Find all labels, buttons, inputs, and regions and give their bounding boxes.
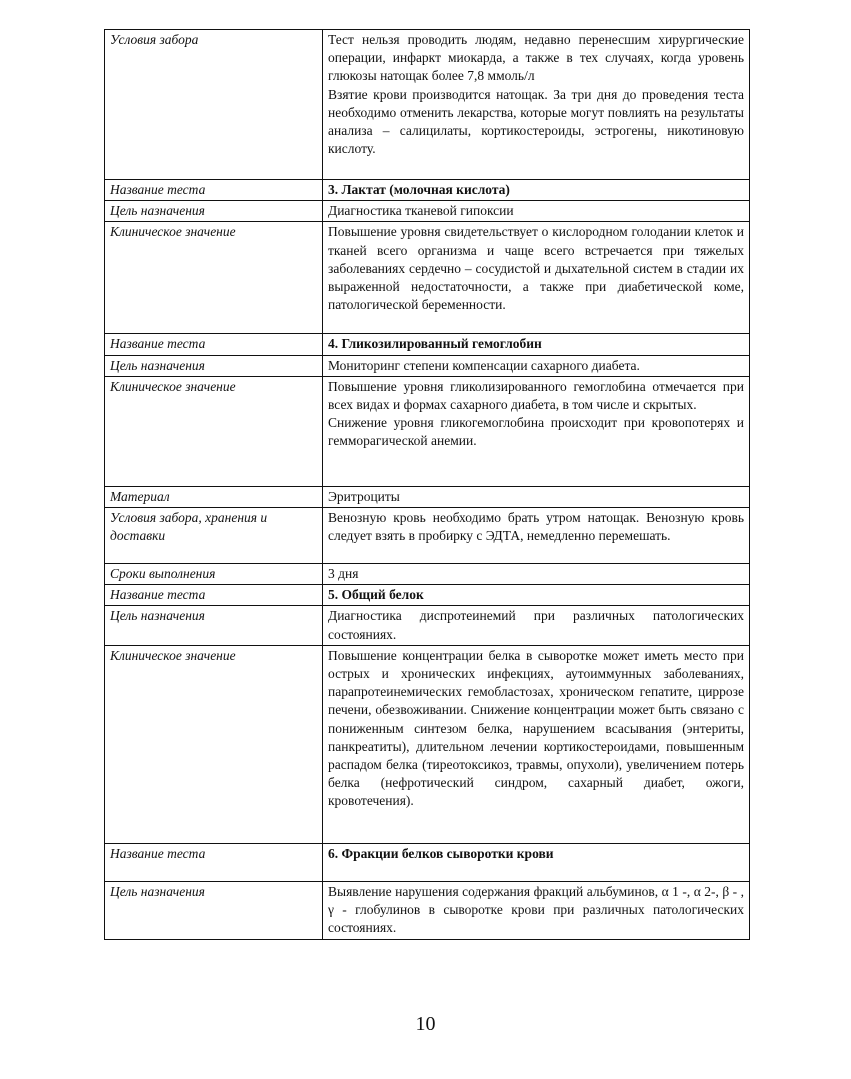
- table-row: [105, 881, 750, 939]
- table-row: [105, 30, 750, 180]
- test-info-table: [104, 29, 750, 940]
- row-value: [323, 30, 750, 180]
- table-row: [105, 355, 750, 376]
- table-row: [105, 585, 750, 606]
- row-label: Название теста: [105, 180, 323, 201]
- row-value: Повышение концентрации белка в сыворотке может иметь место при острых и хронических инфекциях, аутоиммунных заболеваниях, парапротеинемических гемобластозах, хроническом гепатите, циррозе печени, обезвоживании. Снижение концентрации может быть связано с пониженным синтезом белка, нарушением всасывания (энтериты, панкреатиты), длительном лечении кортикостероидами, повышенным распадом белка (тиреотоксикоз, травмы, опухоли), увеличением потерь белка (нефротический синдром, сахарный диабет, ожоги, кровотечения).: [323, 645, 750, 843]
- test-title: [323, 180, 750, 201]
- row-label: Клиническое значение: [105, 222, 323, 334]
- row-label: Название теста: [105, 334, 323, 355]
- test-title-text: 5. Общий белок: [328, 587, 424, 603]
- table-row: [105, 606, 750, 645]
- table-row: [105, 334, 750, 355]
- row-label: Название теста: [105, 843, 323, 881]
- row-value: Эритроциты: [323, 486, 750, 507]
- table-row: [105, 508, 750, 564]
- test-title: [323, 334, 750, 355]
- table-row: [105, 645, 750, 843]
- paragraph: Тест нельзя проводить людям, недавно перенесшим хирургические операции, инфаркт миокарда, а также в тех случаях, когда уровень глюкозы натощак более 7,8 ммоль/л: [328, 32, 744, 84]
- test-title: [323, 585, 750, 606]
- row-label: Сроки выполнения: [105, 564, 323, 585]
- row-label: Цель назначения: [105, 201, 323, 222]
- row-value: Венозную кровь необходимо брать утром натощак. Венозную кровь следует взять в пробирку с ЭДТА, немедленно перемешать.: [323, 508, 750, 564]
- paragraph: Взятие крови производится натощак. За три дня до проведения теста необходимо отменить лекарства, которые могут повлиять на результаты анализа – салицилаты, кортикостероиды, эстрогены, никотиновую кислоту.: [328, 86, 744, 157]
- table-row: [105, 486, 750, 507]
- row-label: Материал: [105, 486, 323, 507]
- row-value: [323, 376, 750, 486]
- row-label: Клиническое значение: [105, 645, 323, 843]
- paragraph: Повышение уровня гликолизированного гемоглобина отмечается при всех видах и формах сахарного диабета, в том числе и скрытых.: [328, 378, 744, 413]
- row-value: Диагностика диспротеинемий при различных патологических состояниях.: [323, 606, 750, 645]
- row-value: Выявление нарушения содержания фракций альбуминов, α 1 -, α 2-, β - , γ - глобулинов в сыворотке крови при различных патологических состояниях.: [323, 881, 750, 939]
- table-row: [105, 222, 750, 334]
- row-value: Диагностика тканевой гипоксии: [323, 201, 750, 222]
- row-label: Цель назначения: [105, 355, 323, 376]
- row-label: Цель назначения: [105, 606, 323, 645]
- paragraph: Снижение уровня гликогемоглобина происходит при кровопотерях и гемморагической анемии.: [328, 415, 744, 449]
- row-label: Условия забора, хранения и доставки: [105, 508, 323, 564]
- table-row: [105, 180, 750, 201]
- row-value: Повышение уровня свидетельствует о кислородном голодании клеток и тканей всего организма и чаще всего встречается при тяжелых заболеваниях сердечно – сосудистой и дыхательной систем в стадии их выраженной недостаточности, а также при диабетической коме, патологической беременности.: [323, 222, 750, 334]
- test-title: [323, 843, 750, 881]
- table-row: [105, 376, 750, 486]
- test-title-text: 6. Фракции белков сыворотки крови: [328, 845, 554, 861]
- row-label: Клиническое значение: [105, 376, 323, 486]
- row-label: Цель назначения: [105, 881, 323, 939]
- page-number: 10: [415, 1013, 436, 1035]
- row-label: Название теста: [105, 585, 323, 606]
- table-row: [105, 564, 750, 585]
- row-value: Мониторинг степени компенсации сахарного диабета.: [323, 355, 750, 376]
- table-row: [105, 201, 750, 222]
- table-row: [105, 843, 750, 881]
- row-label: Условия забора: [105, 30, 323, 180]
- test-title-text: 3. Лактат (молочная кислота): [328, 182, 510, 197]
- test-title-text: 4. Гликозилированный гемоглобин: [328, 336, 542, 352]
- row-value: 3 дня: [323, 564, 750, 585]
